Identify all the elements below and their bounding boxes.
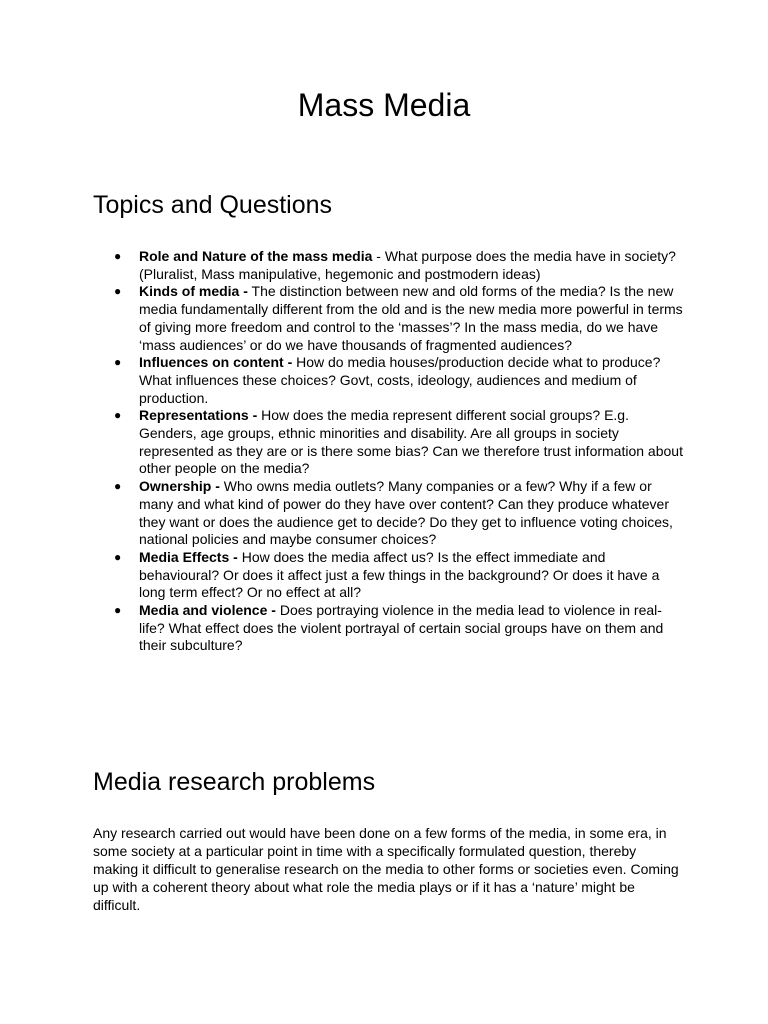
topics-list xyxy=(93,248,683,655)
topic-term: Influences on content - xyxy=(139,354,293,371)
bullet-icon: ● xyxy=(114,549,122,564)
research-heading: Media research problems xyxy=(93,768,376,796)
topic-term: Ownership - xyxy=(139,478,220,495)
topic-description: Who owns media outlets? Many companies or a few? Why if a few or many and what kind of power do they have over content? Can they produce whatever they want or does the audience get to decide? Do they get to influence voting choices, national policies and maybe consumer choices? xyxy=(139,478,673,548)
topic-description: How does the media represent different social groups? E.g. Genders, age groups, ethnic minorities and disability. Are all groups in society represented as they are or is there some bias? Can we therefore trust information about other people on the media? xyxy=(139,407,683,477)
list-item xyxy=(93,283,683,354)
list-item xyxy=(93,478,683,549)
bullet-icon: ● xyxy=(114,249,122,263)
list-item xyxy=(93,407,683,478)
research-paragraph: Any research carried out would have been done on a few forms of the media, in some era, in some society at a particular point in time with a specifically formulated question, thereby making it difficult to generalise research on the media to other forms or societies even. Coming up with a coherent theory about what role the media plays or if it has a ‘nature’ might be difficult. xyxy=(93,825,679,913)
bullet-icon: ● xyxy=(114,479,122,494)
topic-term: Media Effects - xyxy=(139,548,238,565)
topic-term: Media and violence - xyxy=(139,602,276,619)
document-title: Mass Media xyxy=(297,87,471,123)
list-item xyxy=(93,549,683,602)
bullet-icon: ● xyxy=(114,284,122,299)
bullet-icon: ● xyxy=(114,408,122,423)
topic-term: Role and Nature of the mass media xyxy=(139,248,373,264)
bullet-icon: ● xyxy=(114,603,122,618)
topic-term: Representations - xyxy=(139,407,258,424)
topic-description: Does portraying violence in the media lead to violence in real-life? What effect does the violent portrayal of certain social groups have on them and their subculture? xyxy=(139,602,664,654)
bullet-icon: ● xyxy=(114,355,122,370)
list-item xyxy=(93,602,683,655)
list-item xyxy=(93,354,683,407)
list-item xyxy=(93,248,683,283)
topic-description: How does the media affect us? Is the effect immediate and behavioural? Or does it affect just a few things in the background? Or does it have a long term effect? Or no effect at all? xyxy=(139,548,660,601)
topic-description: - What purpose does the media have in society? (Pluralist, Mass manipulative, hegemonic and postmodern ideas) xyxy=(139,248,676,282)
topics-heading: Topics and Questions xyxy=(93,191,333,219)
topic-description: The distinction between new and old forms of the media? Is the new media fundamentally different from the old and is the new media more powerful in terms of giving more freedom and control to the ‘masses’? In the mass media, do we have ‘mass audiences’ or do we have thousands of fragmented audiences? xyxy=(139,283,683,353)
topic-description: How do media houses/production decide what to produce? What influences these choices? Govt, costs, ideology, audiences and medium of production. xyxy=(139,354,661,406)
topic-term: Kinds of media - xyxy=(139,283,248,300)
